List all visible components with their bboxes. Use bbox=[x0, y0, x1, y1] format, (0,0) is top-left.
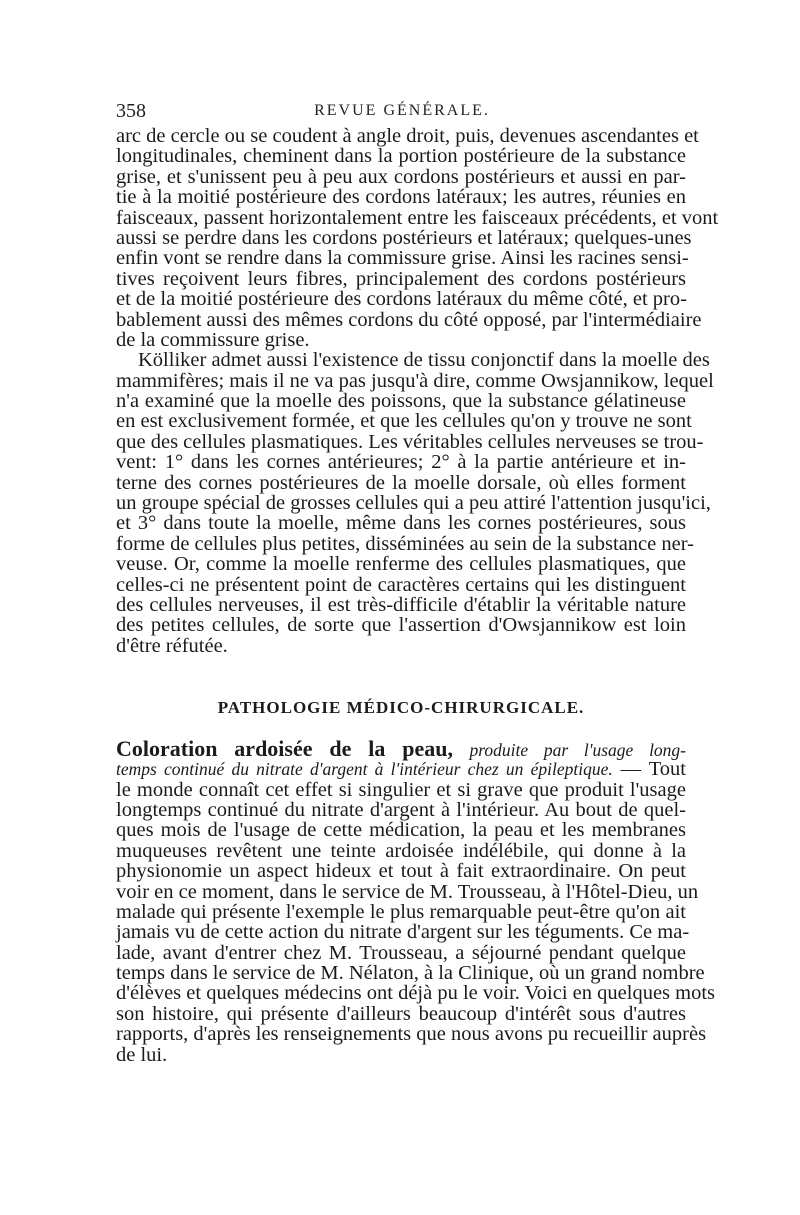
text-line: mammifères; mais il ne va pas jusqu'à dire, comme Owsjannikow, lequel bbox=[116, 369, 714, 392]
text-line: temps dans le service de M. Nélaton, à la Clinique, où un grand nombre bbox=[116, 962, 705, 985]
text-line: de lui. bbox=[116, 1043, 168, 1066]
text-line: longtemps continué du nitrate d'argent à l'intérieur. Au bout de quel- bbox=[116, 798, 686, 821]
text-line: et 3° dans toute la moelle, même dans les cornes postérieures, sous bbox=[116, 512, 686, 535]
section-heading: PATHOLOGIE MÉDICO-CHIRURGICALE. bbox=[217, 698, 585, 718]
article-subtitle-line bbox=[116, 759, 686, 779]
text-line: aussi se perdre dans les cordons postérieurs et latéraux; quelques-unes bbox=[116, 226, 692, 249]
text-line: physionomie un aspect hideux et tout à fait extraordinaire. On peut bbox=[116, 860, 686, 883]
article-title-line bbox=[116, 736, 687, 762]
text-line: un groupe spécial de grosses cellules qui a peu attiré l'attention jusqu'ici, bbox=[116, 492, 711, 515]
text-line: tives reçoivent leurs fibres, principalement des cordons postérieurs bbox=[116, 267, 686, 290]
text-line: voir en ce moment, dans le service de M. Trousseau, à l'Hôtel-Dieu, un bbox=[116, 880, 699, 903]
text-line: bablement aussi des mêmes cordons du côté opposé, par l'intermédiaire bbox=[116, 308, 702, 331]
text-line: muqueuses revêtent une teinte ardoisée indélébile, qui donne à la bbox=[116, 839, 686, 862]
text-line: vent: 1° dans les cornes antérieures; 2° à la partie antérieure et in- bbox=[116, 451, 686, 474]
article-ardoise bbox=[116, 736, 716, 1066]
text-line: faisceaux, passent horizontalement entre les faisceaux précédents, et vont bbox=[116, 206, 719, 229]
text-line: rapports, d'après les renseignements que nous avons pu recueillir auprès bbox=[116, 1023, 707, 1046]
text-line: terne des cornes postérieures de la moelle dorsale, où elles forment bbox=[116, 471, 686, 494]
text-line: celles-ci ne présentent point de caractères certains qui les distinguent bbox=[116, 573, 686, 596]
paragraph-spinal-roots bbox=[116, 125, 719, 351]
text-line: malade qui présente l'exemple le plus remarquable peut-être qu'on ait bbox=[116, 900, 686, 923]
page-header bbox=[116, 96, 688, 124]
text-line: d'élèves et quelques médecins ont déjà pu le voir. Voici en quelques mots bbox=[116, 982, 716, 1005]
text-line: grise, et s'unissent peu à peu aux cordons postérieurs et aussi en par- bbox=[116, 165, 686, 188]
text-line: arc de cercle ou se coudent à angle droit, puis, devenues ascendantes et bbox=[116, 125, 699, 147]
body-text bbox=[116, 125, 719, 1066]
text-line: Kölliker admet aussi l'existence de tissu conjonctif dans la moelle des bbox=[138, 349, 710, 372]
article-subtitle-part2: temps continué du nitrate d'argent à l'intérieur chez un épileptique. bbox=[116, 759, 613, 780]
text-line: forme de cellules plus petites, disséminées au sein de la substance ner- bbox=[116, 532, 694, 555]
running-head: REVUE GÉNÉRALE. bbox=[314, 102, 490, 119]
text-line: des cellules nerveuses, il est très-difficile d'établir la véritable nature bbox=[116, 593, 686, 616]
text-line: et de la moitié postérieure des cordons latéraux du même côté, et pro- bbox=[116, 288, 687, 311]
text-line: son histoire, qui présente d'ailleurs beaucoup d'intérêt sous d'autres bbox=[116, 1002, 686, 1025]
article-subtitle-part1: produite par l'usage long- bbox=[469, 740, 687, 761]
article-title: Coloration ardoisée de la peau, bbox=[116, 736, 453, 762]
text-line: le monde connaît cet effet si singulier et si grave que produit l'usage bbox=[116, 778, 686, 801]
article-first-words: — Tout bbox=[620, 758, 687, 781]
text-line: en est exclusivement formée, et que les cellules qu'on y trouve ne sont bbox=[116, 410, 692, 433]
text-line: d'être réfutée. bbox=[116, 634, 228, 657]
text-line: tie à la moitié postérieure des cordons latéraux; les autres, réunies en bbox=[116, 186, 686, 209]
text-line: jamais vu de cette action du nitrate d'argent sur les téguments. Ce ma- bbox=[116, 921, 690, 944]
text-line: ques mois de l'usage de cette médication, la peau et les membranes bbox=[116, 819, 686, 842]
text-line: longitudinales, cheminent dans la portion postérieure de la substance bbox=[116, 145, 686, 168]
text-line: des petites cellules, de sorte que l'assertion d'Owsjannikow est loin bbox=[116, 614, 686, 637]
text-line: veuse. Or, comme la moelle renferme des cellules plasmatiques, que bbox=[116, 553, 686, 576]
paragraph-kolliker bbox=[116, 349, 714, 657]
text-line: que des cellules plasmatiques. Les véritables cellules nerveuses se trou- bbox=[116, 430, 704, 453]
text-line: enfin vont se rendre dans la commissure grise. Ainsi les racines sensi- bbox=[116, 247, 689, 270]
text-line: de la commissure grise. bbox=[116, 328, 310, 351]
text-line: n'a examiné que la moelle des poissons, que la substance gélatineuse bbox=[116, 390, 686, 413]
text-line: lade, avant d'entrer chez M. Trousseau, a séjourné pendant quelque bbox=[116, 941, 686, 964]
page-number: 358 bbox=[116, 100, 146, 122]
